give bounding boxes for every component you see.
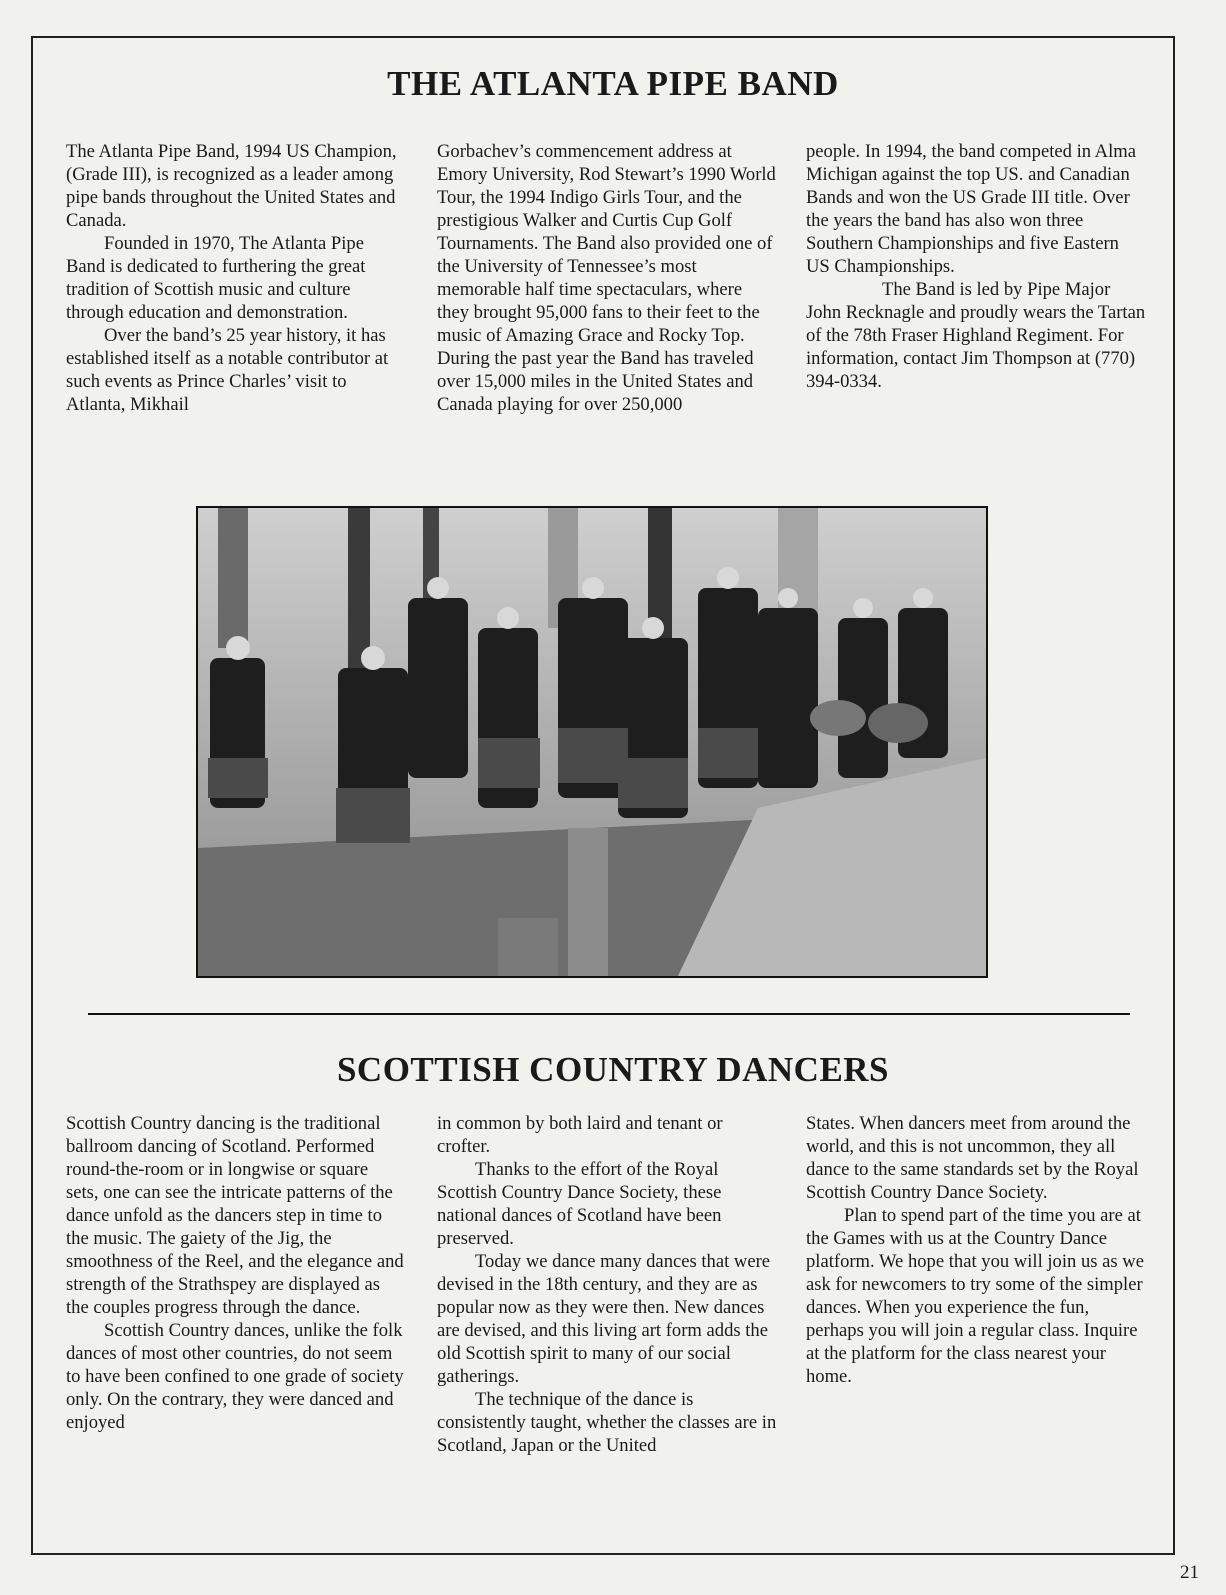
section-divider [88, 1013, 1130, 1015]
dancers-col1-para: Scottish Country dancing is the traditional ballroom dancing of Scotland. Performed round-the-room or in longwise or square sets, one can see the intricate patterns of the dance unfold as the dancers step in time to the music. The gaiety of the Jig, the smoothness of the Reel, and the elegance and strength of the Strathspey are displayed as the couples progress through the dance. [66, 1113, 404, 1318]
dancers-section-title: SCOTTISH COUNTRY DANCERS [336, 1050, 890, 1089]
band-column-2 [437, 140, 777, 416]
dancers-column-3 [806, 1112, 1146, 1388]
dancers-col3-para: Plan to spend part of the time you are at the Games with us at the Country Dance platform. We hope that you will join us as we ask for newcomers to try some of the simpler dances. When you experience the fun, perhaps you will join a regular class. Inquire at the platform for the class nearest your home. [806, 1205, 1144, 1387]
dancers-col2-para: The technique of the dance is consistently taught, whether the classes are in Scotland, Japan or the United [437, 1389, 777, 1456]
band-col3-para: people. In 1994, the band competed in Alma Michigan against the top US. and Canadian Bands and won the US Grade III title. Over the years the band has also won three Southern Championships and five Eastern US Championships. [806, 141, 1136, 277]
band-col1-para: The Atlanta Pipe Band, 1994 US Champion, (Grade III), is recognized as a leader among pipe bands throughout the United States and Canada. [66, 141, 397, 231]
band-col1-para: Over the band’s 25 year history, it has established itself as a notable contributor at such events as Prince Charles’ visit to Atlanta, Mikhail [66, 325, 389, 415]
dancers-col2-para: Thanks to the effort of the Royal Scottish Country Dance Society, these national dances of Scotland have been preserved. [437, 1159, 722, 1249]
dancers-col2-para: in common by both laird and tenant or crofter. [437, 1113, 723, 1157]
band-column-3 [806, 140, 1146, 393]
dancers-col3-para: States. When dancers meet from around the world, and this is not uncommon, they all dance to the same standards set by the Royal Scottish Country Dance Society. [806, 1113, 1139, 1203]
pipe-band-photo [196, 506, 988, 978]
band-col1-para: Founded in 1970, The Atlanta Pipe Band is dedicated to furthering the great tradition of Scottish music and culture through education and demonstration. [66, 233, 366, 323]
band-col3-para: The Band is led by Pipe Major John Recknagle and proudly wears the Tartan of the 78th Fraser Highland Regiment. For information, contact Jim Thompson at (770) 394-0334. [806, 279, 1146, 392]
dancers-column-2 [437, 1112, 777, 1457]
page-number: 21 [1180, 1562, 1199, 1583]
band-column-1 [66, 140, 404, 416]
band-section-title: THE ATLANTA PIPE BAND [387, 64, 839, 103]
pipe-band-photo-illustration [198, 508, 986, 976]
dancers-col2-para: Today we dance many dances that were devised in the 18th century, and they are as popular now as they were then. New dances are devised, and this living art form adds the old Scottish spirit to many of our social gatherings. [437, 1251, 771, 1387]
band-col2-para: Gorbachev’s commencement address at Emory University, Rod Stewart’s 1990 World Tour, the 1994 Indigo Girls Tour, and the prestigious Walker and Curtis Cup Golf Tournaments. The Band also provided one of the University of Tennessee’s most memorable half time spectaculars, where they brought 95,000 fans to their feet to the music of Amazing Grace and Rocky Top. During the past year the Band has traveled over 15,000 miles in the United States and Canada playing for over 250,000 [437, 141, 776, 415]
dancers-col1-para: Scottish Country dances, unlike the folk dances of most other countries, do not seem to have been confined to one grade of society only. On the contrary, they were danced and enjoyed [66, 1320, 404, 1433]
dancers-column-1 [66, 1112, 404, 1434]
